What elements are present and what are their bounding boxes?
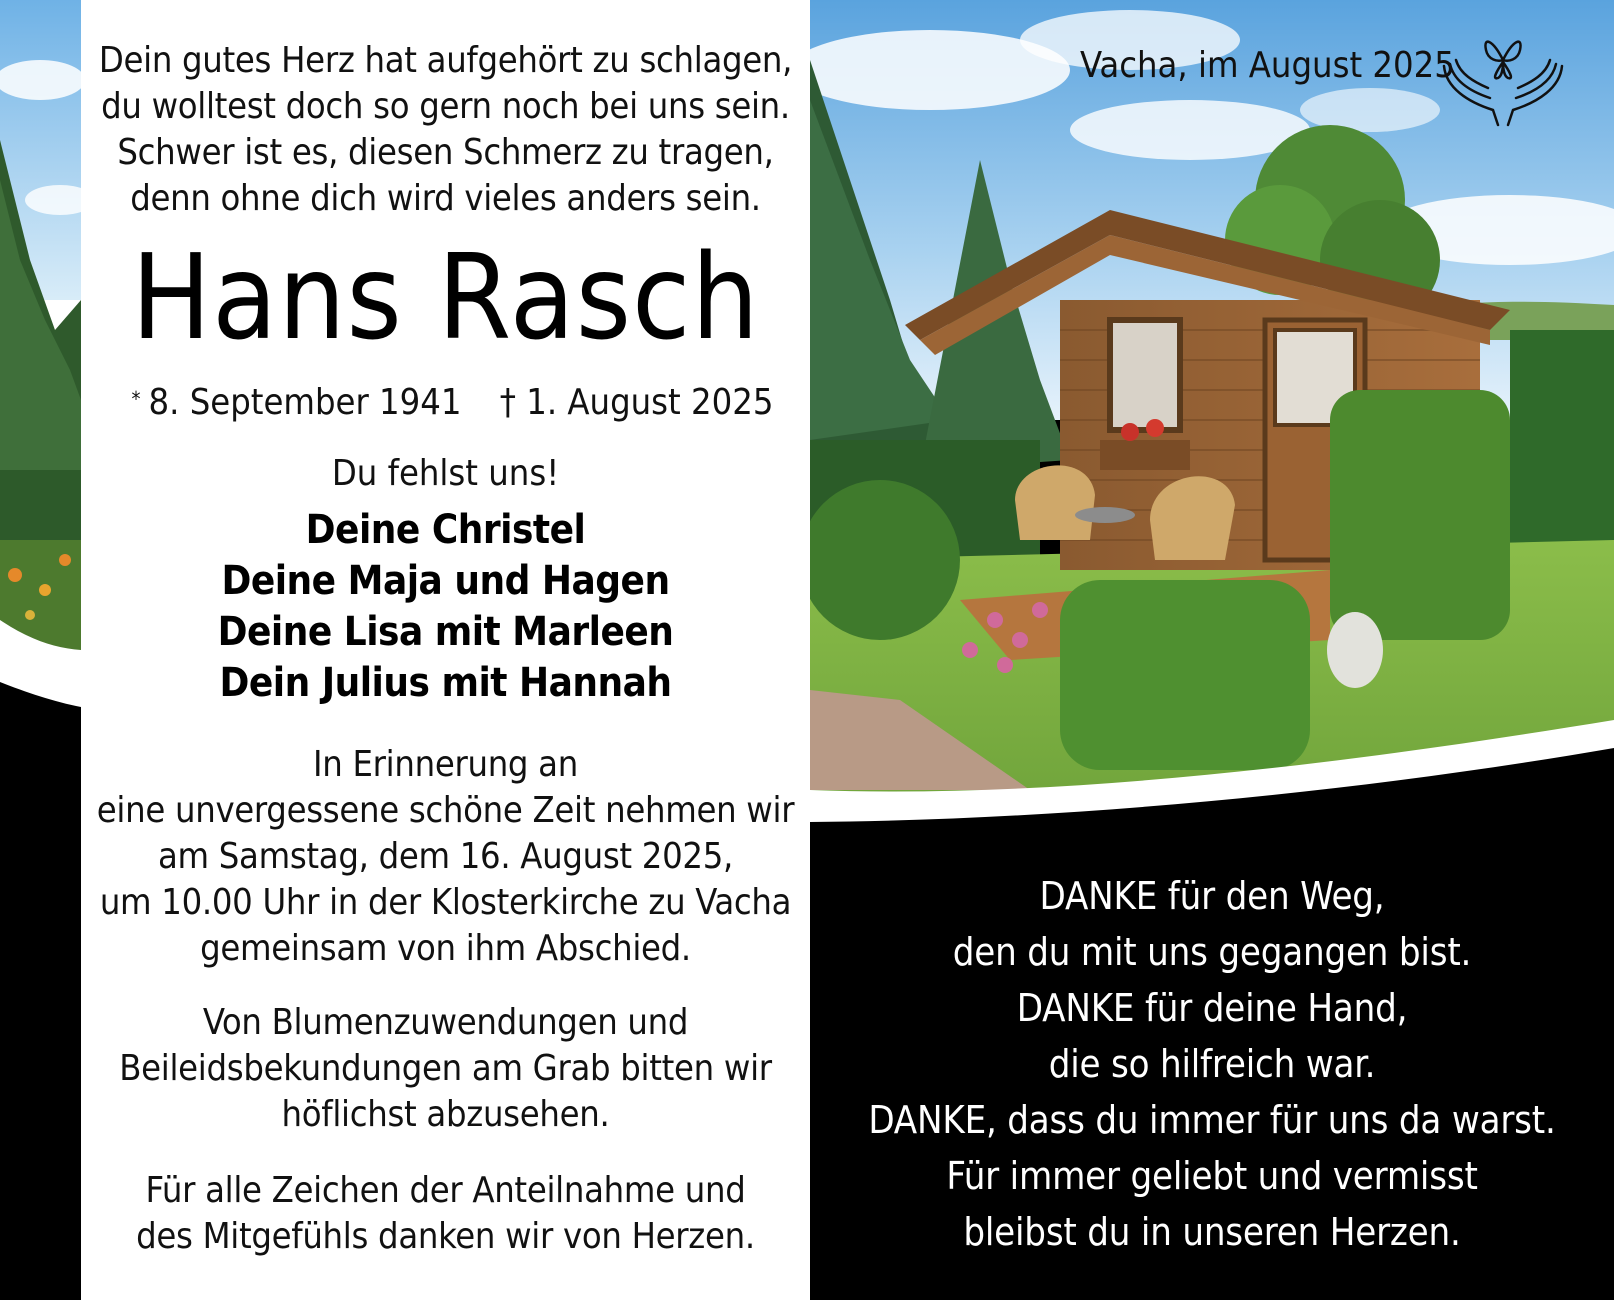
danke-line: Für immer geliebt und vermisst <box>946 1154 1478 1198</box>
thanks-line: des Mitgefühls danken wir von Herzen. <box>136 1216 755 1257</box>
funeral-service-info <box>81 742 810 972</box>
memorial-poem <box>81 38 810 222</box>
life-dates <box>81 380 810 426</box>
danke-line: den du mit uns gegangen bist. <box>952 930 1472 974</box>
poem-line: du wolltest doch so gern noch bei uns sein. <box>101 86 790 127</box>
flowers-line: höflichst abzusehen. <box>281 1094 610 1135</box>
service-line: am Samstag, dem 16. August 2025, <box>157 836 733 877</box>
birth-date: 8. September 1941 <box>148 382 462 423</box>
signer-item: Deine Christel <box>305 507 586 553</box>
danke-line: die so hilfreich war. <box>1048 1042 1376 1086</box>
poem-line: Schwer ist es, diesen Schmerz zu tragen, <box>117 132 774 173</box>
thanks-note <box>81 1168 810 1260</box>
danke-line: DANKE für deine Hand, <box>1016 986 1408 1030</box>
service-line: eine unvergessene schöne Zeit nehmen wir <box>96 790 795 831</box>
hands-butterfly-icon <box>1438 30 1568 130</box>
photo-and-thanks-column <box>810 0 1614 1300</box>
signer-item: Deine Lisa mit Marleen <box>217 609 674 655</box>
danke-line: bleibst du in unseren Herzen. <box>963 1210 1461 1254</box>
danke-line: DANKE für den Weg, <box>1039 874 1385 918</box>
signers-list <box>81 505 810 709</box>
flowers-line: Von Blumenzuwendungen und <box>202 1002 689 1043</box>
birth-star-icon: * <box>131 387 141 411</box>
left-photo-strip <box>0 0 81 1300</box>
flowers-line: Beileidsbekundungen am Grab bitten wir <box>119 1048 772 1089</box>
service-line: um 10.00 Uhr in der Klosterkirche zu Vacha <box>99 882 792 923</box>
birth-date-group <box>118 380 462 426</box>
missing-text: Du fehlst uns! <box>331 453 560 494</box>
garden-strip-illustration <box>0 0 81 1300</box>
signer-item: Dein Julius mit Hannah <box>219 660 672 706</box>
danke-poem <box>810 868 1614 1260</box>
poem-line: denn ohne dich wird vieles anders sein. <box>130 178 761 219</box>
danke-line: DANKE, dass du immer für uns da warst. <box>868 1098 1556 1142</box>
flowers-note <box>81 1000 810 1138</box>
obituary-text-column <box>81 0 810 1300</box>
deceased-name: Hans Rasch <box>131 228 760 366</box>
service-line: In Erinnerung an <box>313 744 578 785</box>
place-date: Vacha, im August 2025 <box>1080 45 1455 86</box>
service-line: gemeinsam von ihm Abschied. <box>200 928 691 969</box>
death-date: † 1. August 2025 <box>499 382 774 423</box>
poem-line: Dein gutes Herz hat aufgehört zu schlagen, <box>98 40 793 81</box>
thanks-line: Für alle Zeichen der Anteilnahme und <box>145 1170 746 1211</box>
signer-item: Deine Maja und Hagen <box>221 558 670 604</box>
